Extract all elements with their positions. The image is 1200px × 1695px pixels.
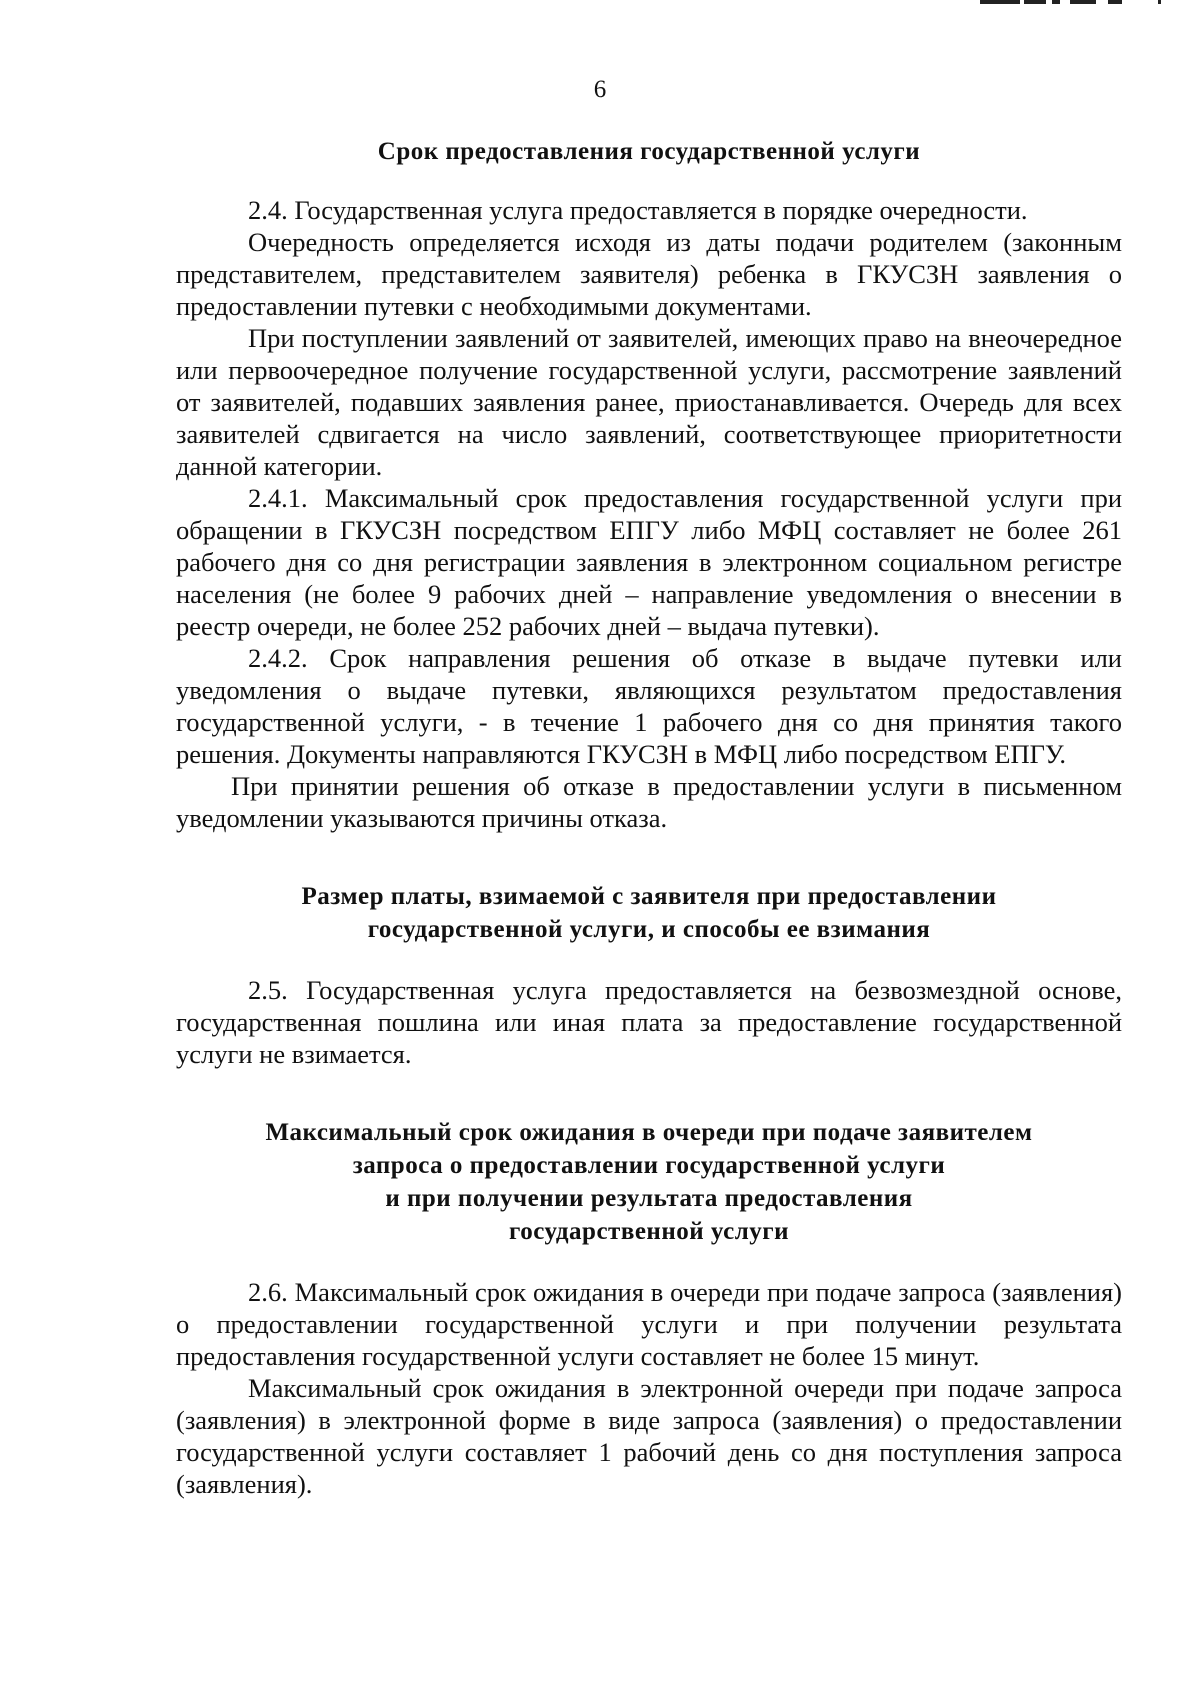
- section-heading-waiting-line1: Максимальный срок ожидания в очереди при подаче заявителем: [265, 1119, 1033, 1146]
- scan-artifact-marks: [980, 0, 1170, 6]
- section-heading-waiting-line2: запроса о предоставлении государственной услуги: [352, 1152, 946, 1179]
- paragraph-refusal-reasons: При принятии решения об отказе в предоставлении услуги в письменном уведомлении указываются причины отказа.: [176, 771, 1122, 833]
- paragraph-priority: При поступлении заявлений от заявителей, имеющих право на внеочередное или первоочередное получение государственной услуги, рассмотрение заявлений от заявителей, подавших заявления ранее, приостанавливается. Очередь для всех заявителей сдвигается на число заявлений, соответствующее приоритетности данной категории.: [176, 323, 1122, 481]
- paragraph-2-6: 2.6. Максимальный срок ожидания в очереди при подаче запроса (заявления) о предоставлении государственной услуги и при получении результата предоставления государственной услуги составляет не более 15 минут.: [176, 1277, 1122, 1371]
- section-heading-waiting-line4: государственной услуги: [508, 1218, 790, 1245]
- section-heading-fee: [176, 880, 1122, 946]
- section-heading-fee-line1: Размер платы, взимаемой с заявителя при предоставлении: [301, 883, 997, 910]
- paragraph-queue-order: Очередность определяется исходя из даты подачи родителем (законным представителем, представителем заявителя) ребенка в ГКУСЗН заявления о предоставлении путевки с необходимыми документами.: [176, 227, 1122, 321]
- section-heading-term: Срок предоставления государственной услуги: [377, 138, 921, 165]
- section-heading-waiting: [176, 1116, 1122, 1248]
- paragraph-2-5: 2.5. Государственная услуга предоставляется на безвозмездной основе, государственная пошлина или иная плата за предоставление государственной услуги не взимается.: [176, 975, 1122, 1069]
- paragraph-2-4-1: 2.4.1. Максимальный срок предоставления государственной услуги при обращении в ГКУСЗН посредством ЕПГУ либо МФЦ составляет не более 261 рабочего дня со дня регистрации заявления в электронном социальном регистре населения (не более 9 рабочих дней – направление уведомления о внесении в реестр очереди, не более 252 рабочих дней – выдача путевки).: [176, 483, 1122, 641]
- document-body: [176, 135, 1122, 1500]
- paragraph-electronic-queue: Максимальный срок ожидания в электронной очереди при подаче запроса (заявления) в электронной форме в виде запроса (заявления) о предоставлении государственной услуги составляет 1 рабочий день со дня поступления запроса (заявления).: [176, 1373, 1122, 1499]
- paragraph-2-4: 2.4. Государственная услуга предоставляется в порядке очередности.: [248, 195, 1028, 225]
- section-heading-waiting-line3: и при получении результата предоставления: [385, 1185, 913, 1212]
- section-heading-fee-line2: государственной услуги, и способы ее взимания: [367, 916, 931, 943]
- page-number: 6: [593, 76, 607, 103]
- paragraph-2-4-2: 2.4.2. Срок направления решения об отказе в выдаче путевки или уведомления о выдаче путевки, являющихся результатом предоставления государственной услуги, - в течение 1 рабочего дня со дня принятия такого решения. Документы направляются ГКУСЗН в МФЦ либо посредством ЕПГУ.: [176, 643, 1122, 769]
